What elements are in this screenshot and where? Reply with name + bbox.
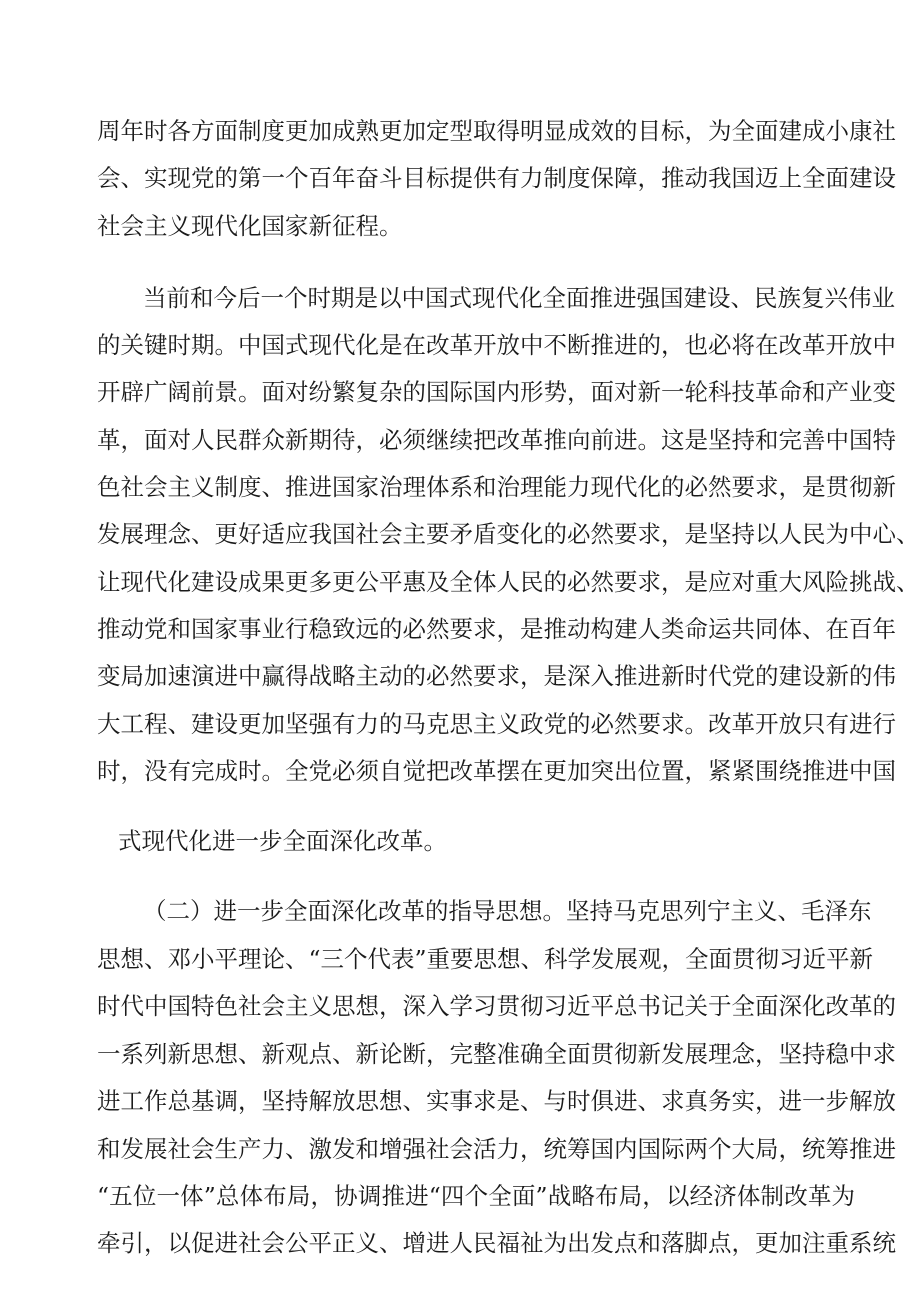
text-line: 和发展社会生产力、激发和增强社会活力，统筹国内国际两个大局，统筹推进: [97, 1135, 896, 1163]
text-line: 推动党和国家事业行稳致远的必然要求，是推动构建人类命运共同体、在百年: [97, 615, 896, 643]
text-line: 当前和今后一个时期是以中国式现代化全面推进强国建设、民族复兴伟业: [143, 284, 895, 312]
text-line: 时，没有完成时。全党必须自觉把改革摆在更加突出位置，紧紧围绕推进中国: [97, 757, 896, 785]
text-line: 让现代化建设成果更多更公平惠及全体人民的必然要求，是应对重大风险挑战、: [97, 568, 920, 596]
text-line: 的关键时期。中国式现代化是在改革开放中不断推进的，也必将在改革开放中: [97, 331, 896, 359]
text-line: “五位一体”总体布局，协调推进“四个全面”战略布局，以经济体制改革为: [97, 1182, 855, 1210]
text-line: 色社会主义制度、推进国家治理体系和治理能力现代化的必然要求，是贯彻新: [97, 473, 896, 501]
text-line: （二）进一步全面深化改革的指导思想。坚持马克思列宁主义、毛泽东: [143, 897, 872, 925]
text-line: 一系列新思想、新观点、新论断，完整准确全面贯彻新发展理念，坚持稳中求: [97, 1040, 896, 1068]
text-line: 时代中国特色社会主义思想，深入学习贯彻习近平总书记关于全面深化改革的: [97, 992, 896, 1020]
text-line: 会、实现党的第一个百年奋斗目标提供有力制度保障，推动我国迈上全面建设: [97, 164, 896, 192]
text-line: 发展理念、更好适应我国社会主要矛盾变化的必然要求，是坚持以人民为中心、: [97, 520, 920, 548]
text-line: 牵引，以促进社会公平正义、增进人民福祉为出发点和落脚点，更加注重系统: [97, 1229, 896, 1257]
text-line: 式现代化进一步全面深化改革。: [118, 827, 447, 855]
text-line: 进工作总基调，坚持解放思想、实事求是、与时俱进、求真务实，进一步解放: [97, 1087, 896, 1115]
text-line: 开辟广阔前景。面对纷繁复杂的国际国内形势，面对新一轮科技革命和产业变: [97, 378, 896, 406]
text-line: 大工程、建设更加坚强有力的马克思主义政党的必然要求。改革开放只有进行: [97, 710, 896, 738]
text-line: 革，面对人民群众新期待，必须继续把改革推向前进。这是坚持和完善中国特: [97, 426, 896, 454]
text-line: 社会主义现代化国家新征程。: [97, 212, 403, 240]
text-line: 周年时各方面制度更加成熟更加定型取得明显成效的目标，为全面建成小康社: [97, 117, 896, 145]
text-line: 思想、邓小平理论、“三个代表”重要思想、科学发展观，全面贯彻习近平新: [97, 945, 874, 973]
text-line: 变局加速演进中赢得战略主动的必然要求，是深入推进新时代党的建设新的伟: [97, 662, 896, 690]
